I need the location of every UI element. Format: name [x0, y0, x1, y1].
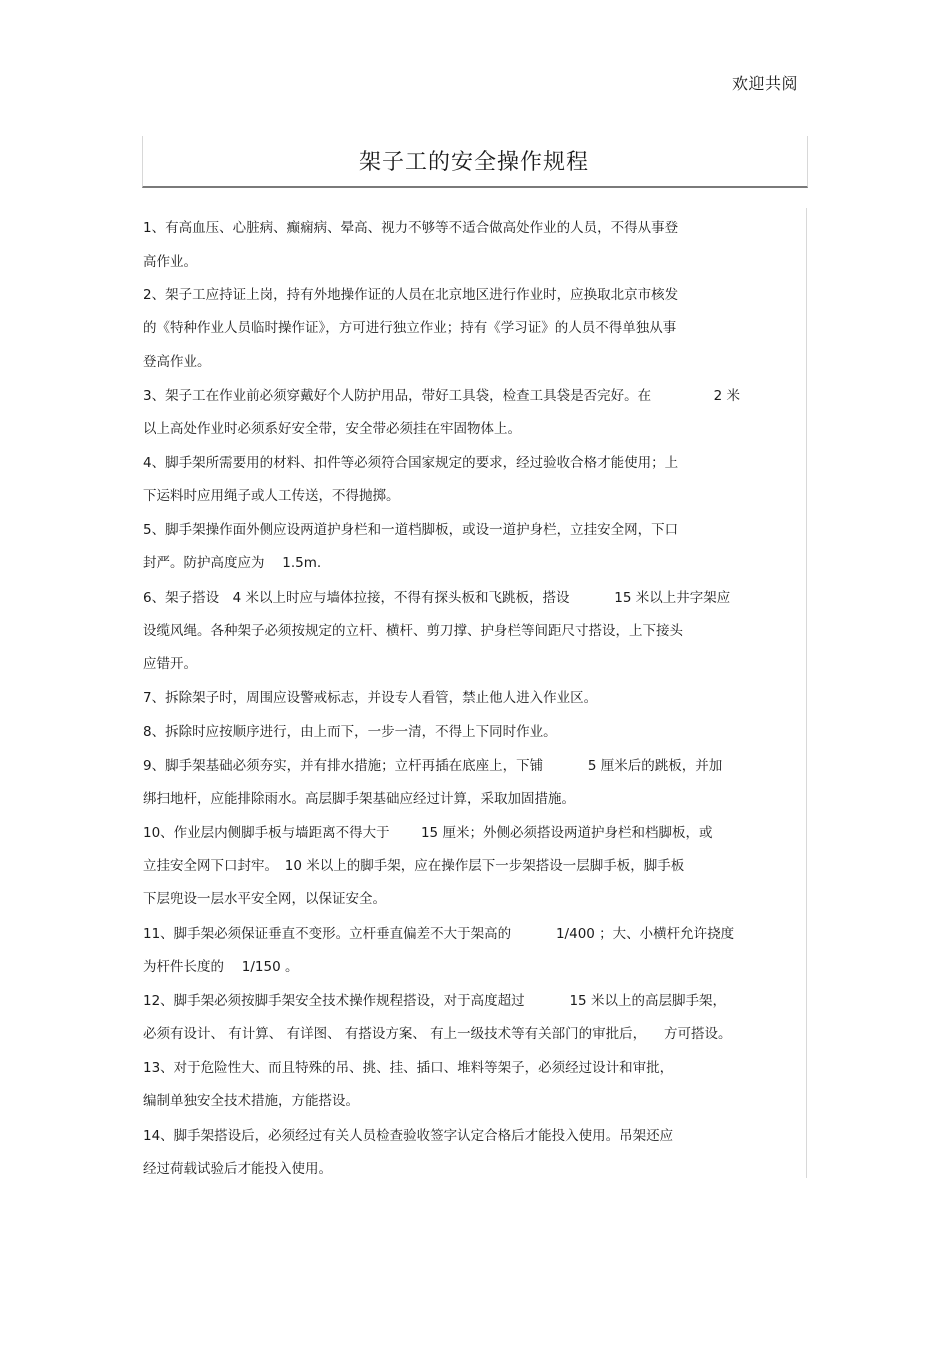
text-line: 14、脚手架搭设后，必须经过有关人员检查验收签字认定合格后才能投入使用。吊架还应 — [143, 1128, 674, 1144]
text-line: 5、脚手架操作面外侧应设两道护身栏和一道档脚板，或设一道护身栏，立挂安全网，下口 — [143, 522, 679, 538]
text-line: 以上高处作业时必须系好安全带，安全带必须挂在牢固物体上。 — [143, 421, 521, 437]
text-line: 11、脚手架必须保证垂直不变形。立杆垂直偏差不大于架高的 1/400 ；大、小横杆允许挠度 — [143, 926, 735, 942]
text-line: 9、脚手架基础必须夯实，并有排水措施；立杆再插在底座上，下铺 5 厘米后的跳板，并加 — [143, 758, 723, 774]
text-line: 12、脚手架必须按脚手架安全技术操作规程搭设，对于高度超过 15 米以上的高层脚手架， — [143, 993, 726, 1009]
document-title: 架子工的安全操作规程 — [358, 150, 589, 175]
text-line: 高作业。 — [143, 254, 197, 270]
text-line: 为杆件长度的 1/150 。 — [143, 959, 299, 975]
header-note: 欢迎共阅 — [732, 74, 799, 93]
right-margin-rule — [806, 208, 807, 1178]
text-line: 4、脚手架所需要用的材料、扣件等必须符合国家规定的要求，经过验收合格才能使用；上 — [143, 455, 679, 471]
text-line: 绑扫地杆，应能排除雨水。高层脚手架基础应经过计算，采取加固措施。 — [143, 791, 575, 807]
text-line: 立挂安全网下口封牢。 10 米以上的脚手架，应在操作层下一步架搭设一层脚手板，脚手板 — [143, 858, 685, 874]
text-line: 1、有高血压、心脏病、癫痫病、晕高、视力不够等不适合做高处作业的人员，不得从事登 — [143, 220, 679, 236]
text-line: 登高作业。 — [143, 354, 211, 370]
text-line: 封严。防护高度应为 1.5m. — [143, 555, 322, 571]
text-line: 10、作业层内侧脚手板与墙距离不得大于 15 厘米；外侧必须搭设两道护身栏和档脚板，或 — [143, 825, 713, 841]
text-line: 应错开。 — [143, 656, 197, 672]
text-line: 设缆风绳。各种架子必须按规定的立杆、横杆、剪刀撑、护身栏等间距尺寸搭设，上下接头 — [143, 623, 683, 639]
text-line: 7、拆除架子时，周围应设警戒标志，并设专人看管，禁止他人进入作业区。 — [143, 690, 598, 706]
text-line: 13、对于危险性大、而且特殊的吊、挑、挂、插口、堆料等架子，必须经过设计和审批， — [143, 1060, 674, 1076]
text-line: 下运料时应用绳子或人工传送，不得抛掷。 — [143, 488, 400, 504]
text-line: 的《特种作业人员临时操作证》，方可进行独立作业；持有《学习证》的人员不得单独从事 — [143, 320, 677, 336]
text-line: 2、架子工应持证上岗，持有外地操作证的人员在北京地区进行作业时，应换取北京市核发 — [143, 287, 679, 303]
text-line: 3、架子工在作业前必须穿戴好个人防护用品，带好工具袋，检查工具袋是否完好。在 2 米 — [143, 388, 741, 404]
text-line: 下层兜设一层水平安全网，以保证安全。 — [143, 891, 386, 907]
text-line: 必须有设计、 有计算、 有详图、 有搭设方案、 有上一级技术等有关部门的审批后， 方可搭设。 — [143, 1026, 732, 1042]
text-line: 经过荷载试验后才能投入使用。 — [143, 1161, 332, 1177]
text-line: 编制单独安全技术措施，方能搭设。 — [143, 1093, 359, 1109]
text-line: 6、架子搭设 4 米以上时应与墙体拉接，不得有探头板和飞跳板，搭设 15 米以上井字架应 — [143, 590, 731, 606]
text-line: 8、拆除时应按顺序进行，由上而下，一步一清，不得上下同时作业。 — [143, 724, 557, 740]
